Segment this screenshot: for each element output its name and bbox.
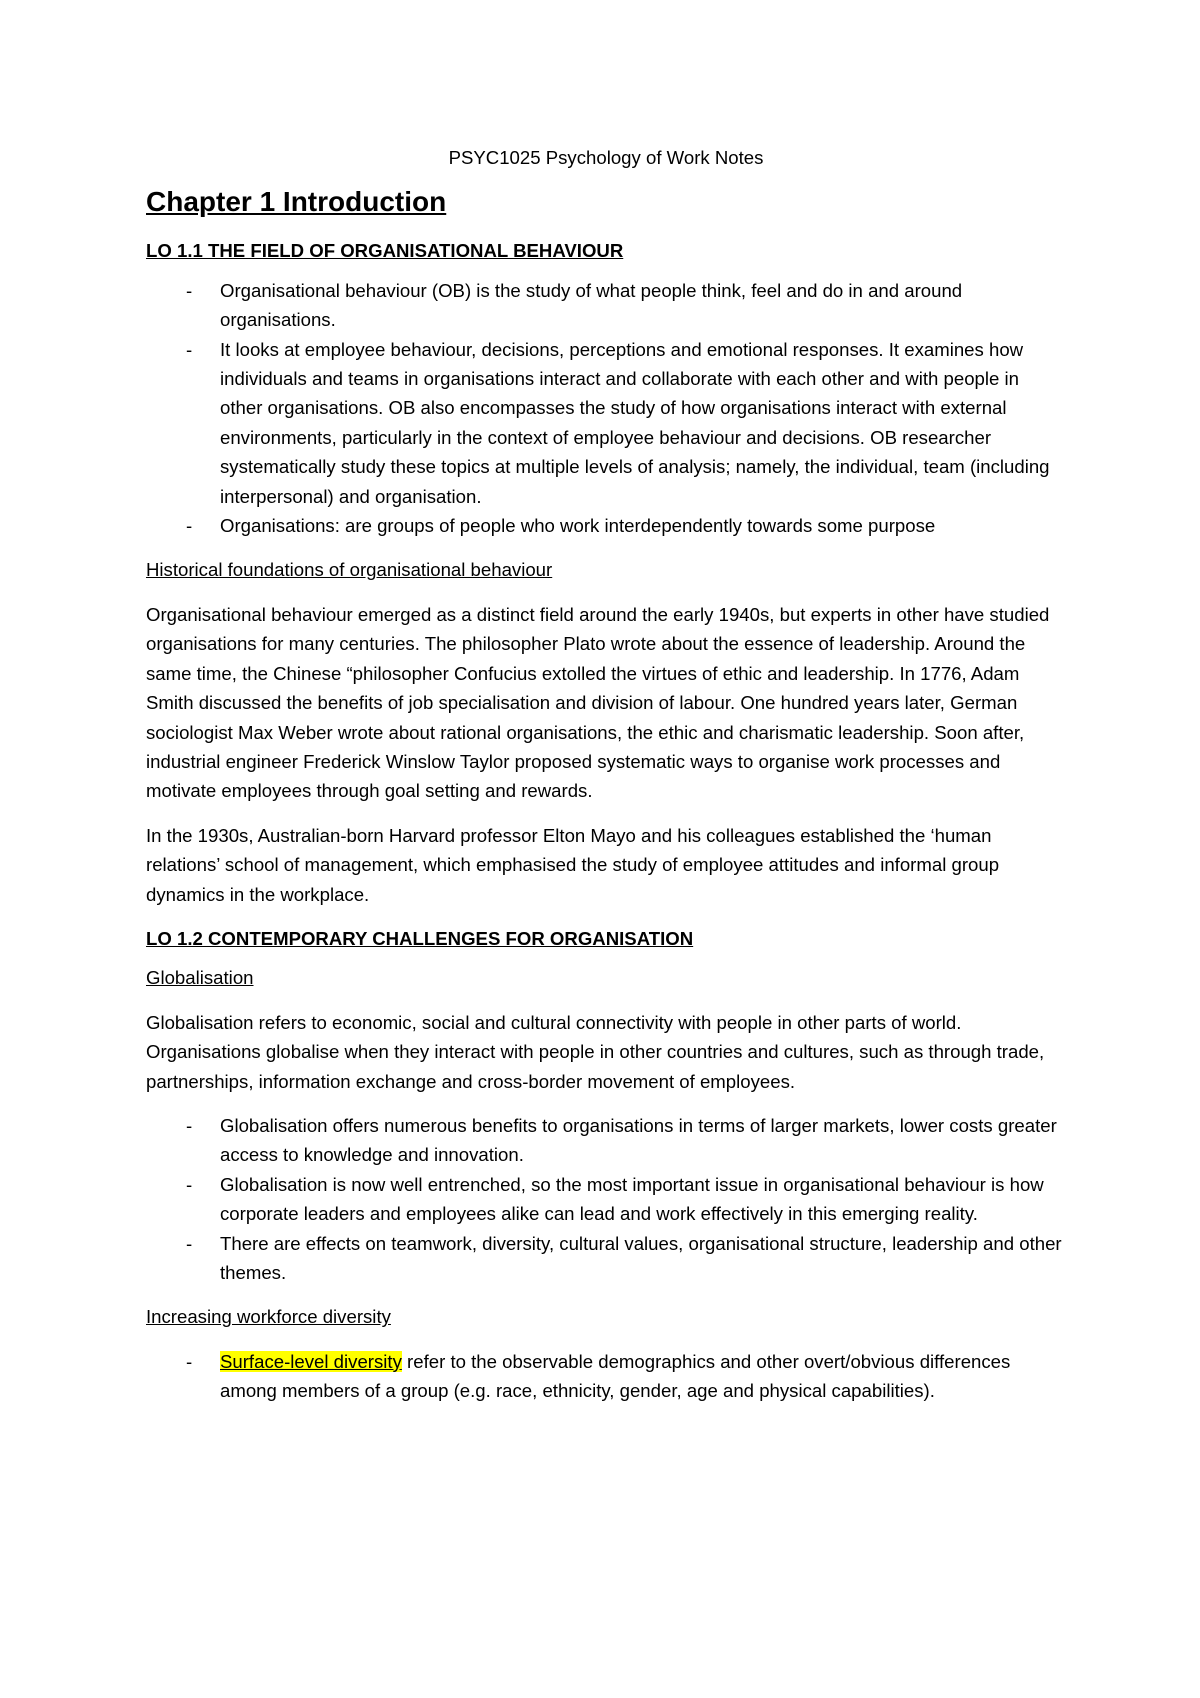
list-item-text: It looks at employee behaviour, decisions, perceptions and emotional responses. It examines how individuals and teams in organisations interact and collaborate with each other and with people in other organisations. OB also encompasses the study of how organisations interact with external environments, particularly in the context of employee behaviour and decisions. OB researcher systematically study these topics at multiple levels of analysis; namely, the individual, team (including interpersonal) and organisation. <box>220 338 1050 507</box>
document-page <box>146 143 1066 1421</box>
globalisation-bullet-list <box>146 1111 1066 1287</box>
highlighted-term: Surface-level diversity <box>220 1350 402 1372</box>
dash-bullet: - <box>186 1232 193 1254</box>
dash-bullet: - <box>186 279 193 301</box>
list-item <box>146 1170 1066 1229</box>
list-item <box>146 1347 1066 1406</box>
chapter-heading: Chapter 1 Introduction <box>146 186 447 218</box>
list-item <box>146 335 1066 511</box>
lo1-bullet-list <box>146 276 1066 541</box>
lo2-heading: LO 1.2 CONTEMPORARY CHALLENGES FOR ORGANISATION <box>146 927 694 949</box>
history-paragraph: Organisational behaviour emerged as a distinct field around the early 1940s, but experts in other have studied organisations for many centuries. The philosopher Plato wrote about the essence of leadership. Around the same time, the Chinese “philosopher Confucius extolled the virtues of ethic and leadership. In 1776, Adam Smith discussed the benefits of job specialisation and division of labour. One hundred years later, German sociologist Max Weber wrote about rational organisations, the ethic and charismatic leadership. Soon after, industrial engineer Frederick Winslow Taylor proposed systematic ways to organise work processes and motivate employees through goal setting and rewards. <box>146 603 1050 802</box>
history-heading: Historical foundations of organisational behaviour <box>146 559 553 581</box>
list-item-text: Organisational behaviour (OB) is the study of what people think, feel and do in and around organisations. <box>220 279 963 331</box>
document-title: PSYC1025 Psychology of Work Notes <box>448 147 764 168</box>
diversity-bullet-list <box>146 1347 1066 1406</box>
list-item-text: Globalisation is now well entrenched, so the most important issue in organisational behaviour is how corporate leaders and employees alike can lead and work effectively in this emerging reality. <box>220 1173 1044 1225</box>
list-item <box>146 511 1066 540</box>
dash-bullet: - <box>186 338 193 360</box>
dash-bullet: - <box>186 1173 193 1195</box>
dash-bullet: - <box>186 1350 193 1372</box>
lo1-heading: LO 1.1 THE FIELD OF ORGANISATIONAL BEHAVIOUR <box>146 240 624 262</box>
dash-bullet: - <box>186 515 193 537</box>
list-item-text: Organisations: are groups of people who work interdependently towards some purpose <box>220 515 936 537</box>
globalisation-heading: Globalisation <box>146 967 254 989</box>
dash-bullet: - <box>186 1114 193 1136</box>
list-item <box>146 1111 1066 1170</box>
list-item-text: There are effects on teamwork, diversity, cultural values, organisational structure, leadership and other themes. <box>220 1232 1062 1283</box>
diversity-heading: Increasing workforce diversity <box>146 1306 391 1328</box>
list-item-text: Globalisation offers numerous benefits to organisations in terms of larger markets, lower costs greater access to knowledge and innovation. <box>220 1114 1057 1166</box>
list-item-text: refer to the observable demographics and other overt/obvious differences among members of a group (e.g. race, ethnicity, gender, age and physical capabilities). <box>220 1350 1011 1402</box>
list-item <box>146 1229 1066 1288</box>
history-paragraph: In the 1930s, Australian-born Harvard professor Elton Mayo and his colleagues established the ‘human relations’ school of management, which emphasised the study of employee attitudes and informal group dynamics in the workplace. <box>146 824 1000 905</box>
list-item <box>146 276 1066 335</box>
globalisation-paragraph: Globalisation refers to economic, social and cultural connectivity with people in other parts of world. Organisations globalise when they interact with people in other countries and cultures, such as through trade, partnerships, information exchange and cross-border movement of employees. <box>146 1011 1045 1092</box>
